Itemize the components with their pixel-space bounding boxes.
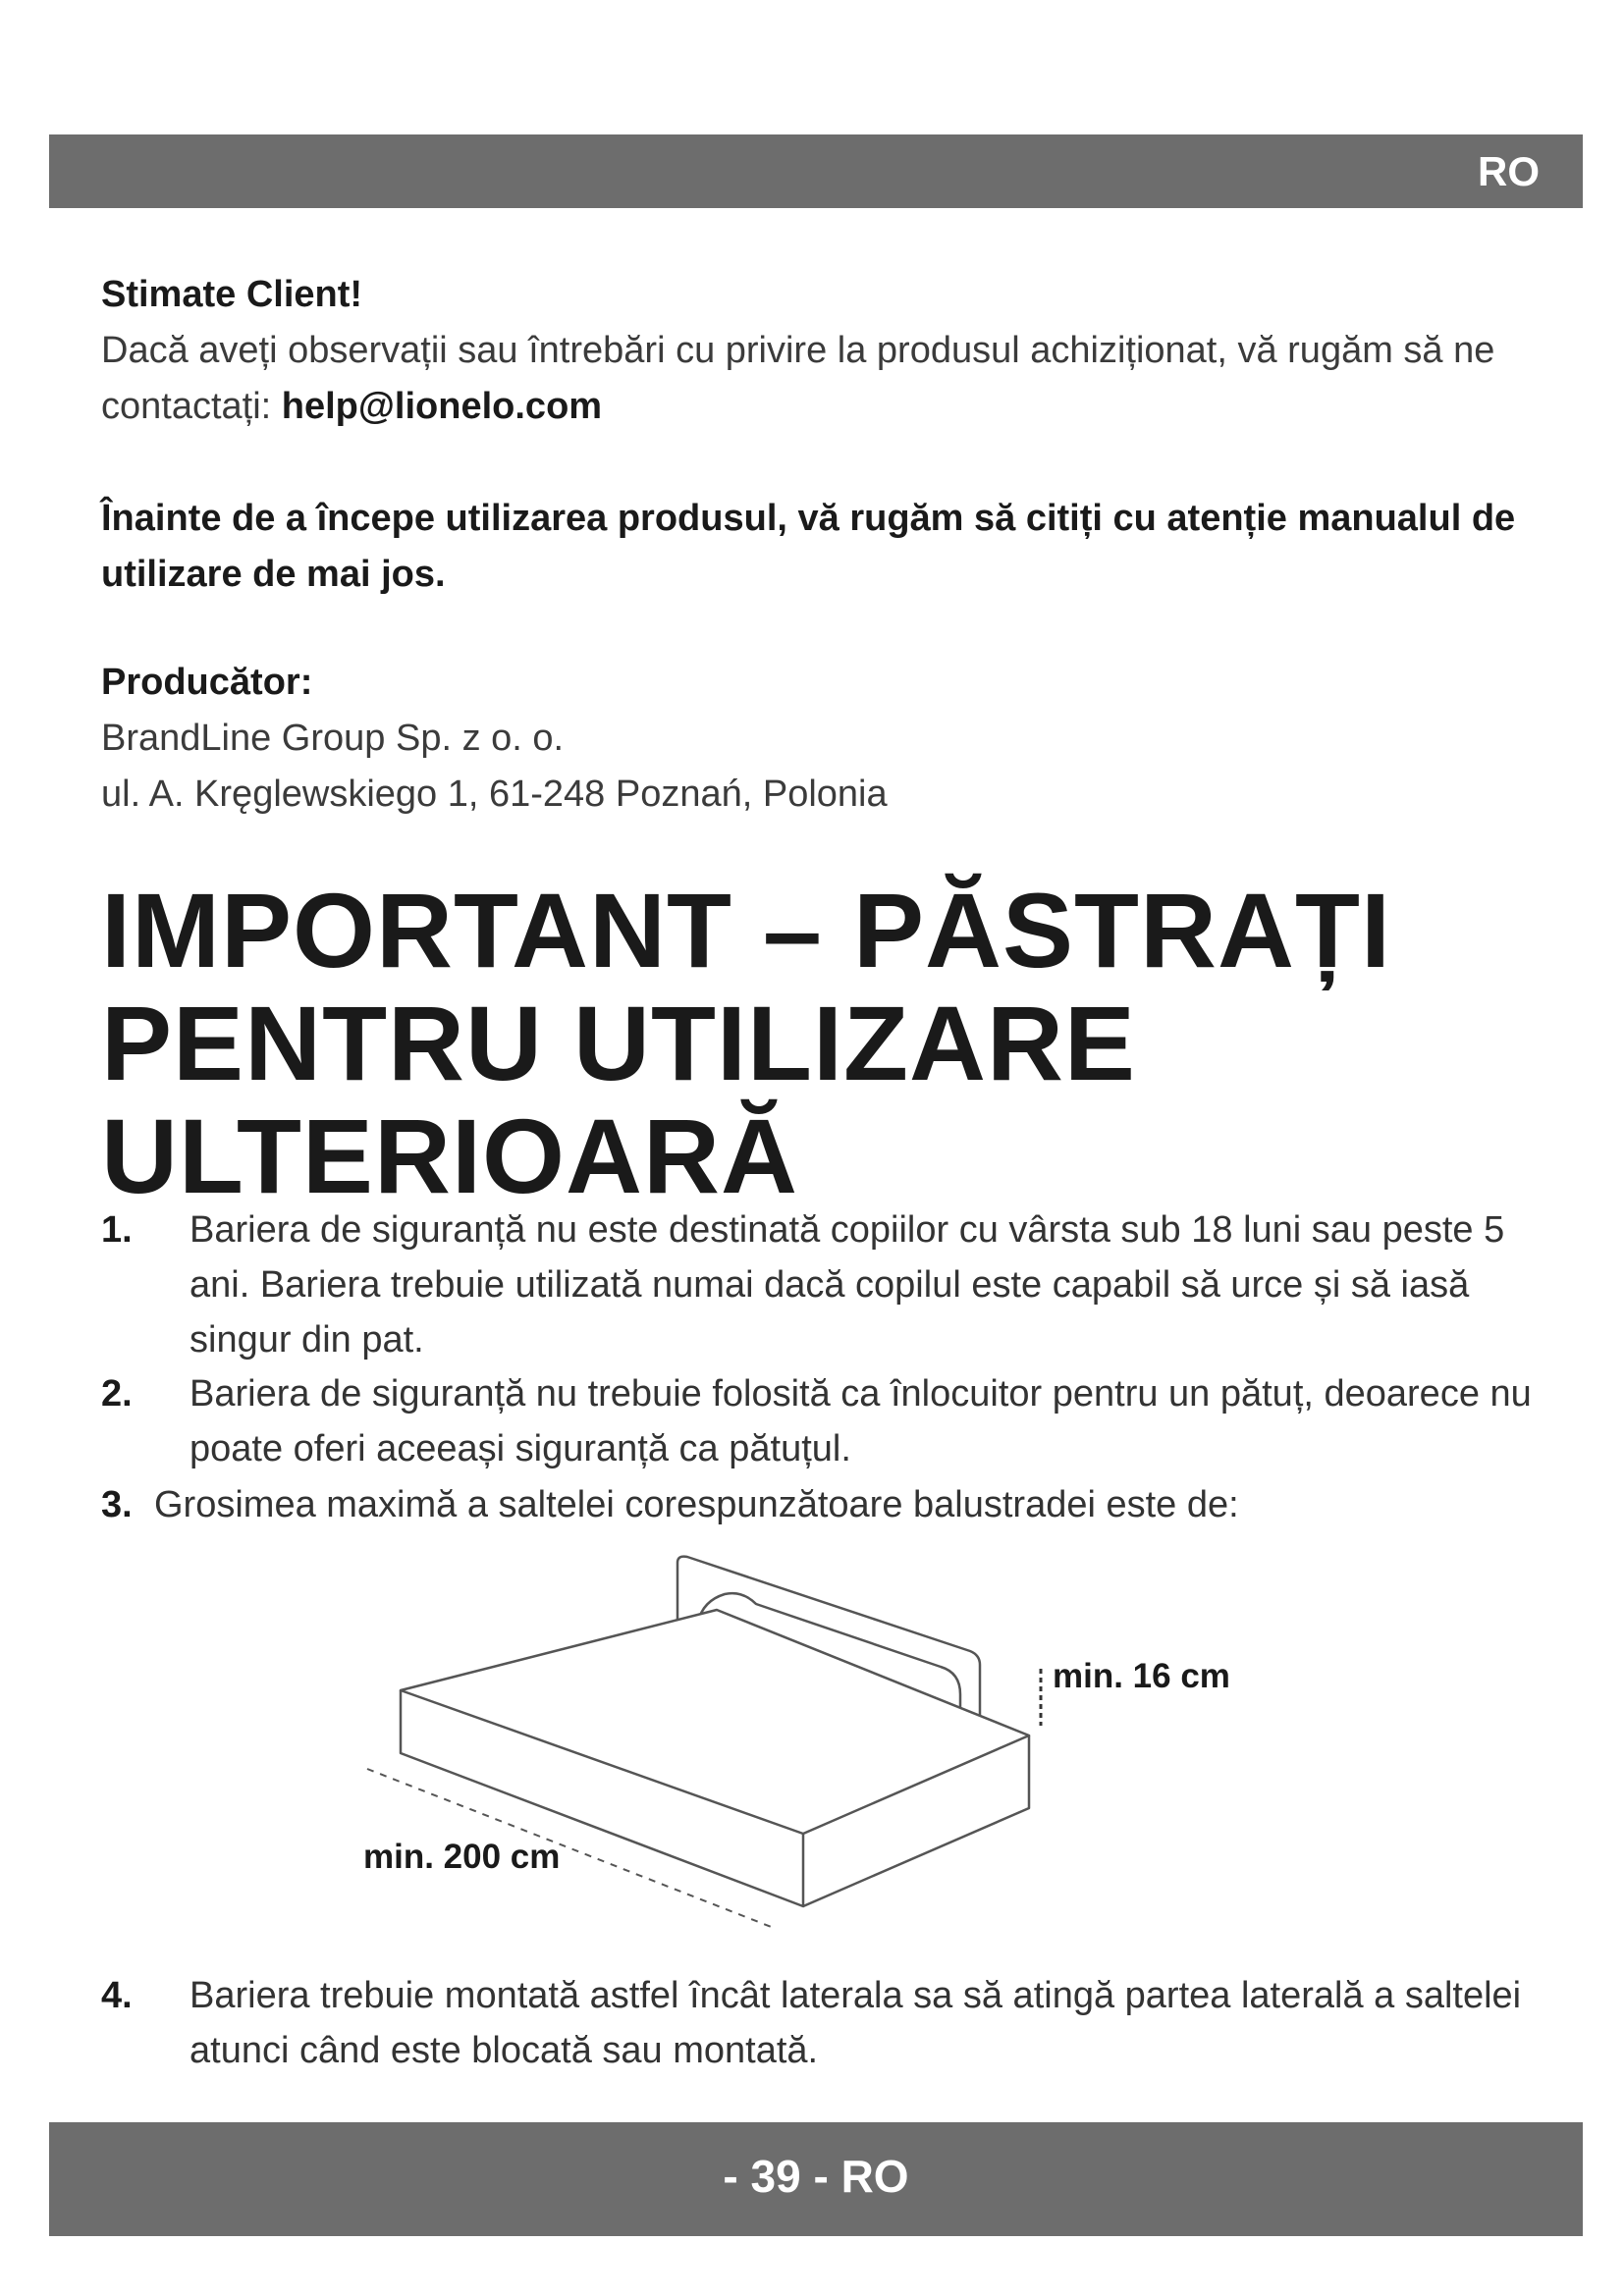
header-bar	[49, 134, 1583, 208]
list-item	[101, 1366, 1544, 1476]
language-code: RO	[1478, 148, 1540, 194]
list-item-number: 3.	[101, 1484, 133, 1525]
list-item-text: Grosimea maximă a saltelei corespunzătoare balustradei este de:	[154, 1484, 1239, 1525]
list-item-text: Bariera de siguranță nu este destinată copiilor cu vârsta sub 18 luni sau peste 5 ani. Bariera trebuie utilizată numai dacă copilul este capabil să urce și să iasă singur din pat.	[189, 1209, 1505, 1361]
producer-company: BrandLine Group Sp. z o. o.	[101, 718, 565, 759]
producer-address: ul. A. Kręglewskiego 1, 61-248 Poznań, Polonia	[101, 774, 888, 815]
heading-line-1: IMPORTANT – PĂSTRAȚI	[101, 871, 1391, 989]
mattress-top	[401, 1610, 1029, 1834]
height-label: min. 16 cm	[1053, 1657, 1230, 1695]
contact-text: Dacă aveți observații sau întrebări cu privire la produsul achiziționat, vă rugăm să ne contactați:	[101, 330, 1495, 427]
list-item-text: Bariera trebuie montată astfel încât laterala sa să atingă partea laterală a saltelei atunci când este blocată sau montată.	[189, 1975, 1522, 2071]
list-item-number: 1.	[101, 1209, 133, 1251]
producer-section	[101, 655, 1535, 823]
list-item-number: 4.	[101, 1975, 133, 2016]
footer-bar	[49, 2122, 1583, 2236]
main-heading	[101, 871, 1535, 1215]
mattress-illustration	[353, 1551, 1257, 1944]
notice-text: Înainte de a începe utilizarea produsul, vă rugăm să citiți cu atenție manualul de utilizare de mai jos.	[101, 498, 1516, 595]
greeting: Stimate Client!	[101, 274, 363, 315]
list-item-text: Bariera de siguranță nu trebuie folosită ca înlocuitor pentru un pătuț, deoarece nu poate oferi aceeași siguranță ca pătuțul.	[189, 1373, 1532, 1469]
intro-section	[101, 267, 1535, 435]
length-label: min. 200 cm	[363, 1838, 561, 1876]
list-item	[101, 1968, 1544, 2078]
contact-email[interactable]: help@lionelo.com	[281, 386, 603, 427]
page-number: - 39 - RO	[723, 2151, 909, 2202]
list-item	[101, 1477, 1544, 1532]
contact-paragraph	[101, 323, 1544, 435]
heading-line-2: PENTRU UTILIZARE	[101, 984, 1136, 1102]
mattress-diagram	[353, 1551, 1257, 1944]
list-item-number: 2.	[101, 1373, 133, 1415]
heading-line-3: ULTERIOARĂ	[101, 1096, 798, 1215]
producer-label: Producător:	[101, 662, 313, 703]
list-item	[101, 1202, 1544, 1369]
